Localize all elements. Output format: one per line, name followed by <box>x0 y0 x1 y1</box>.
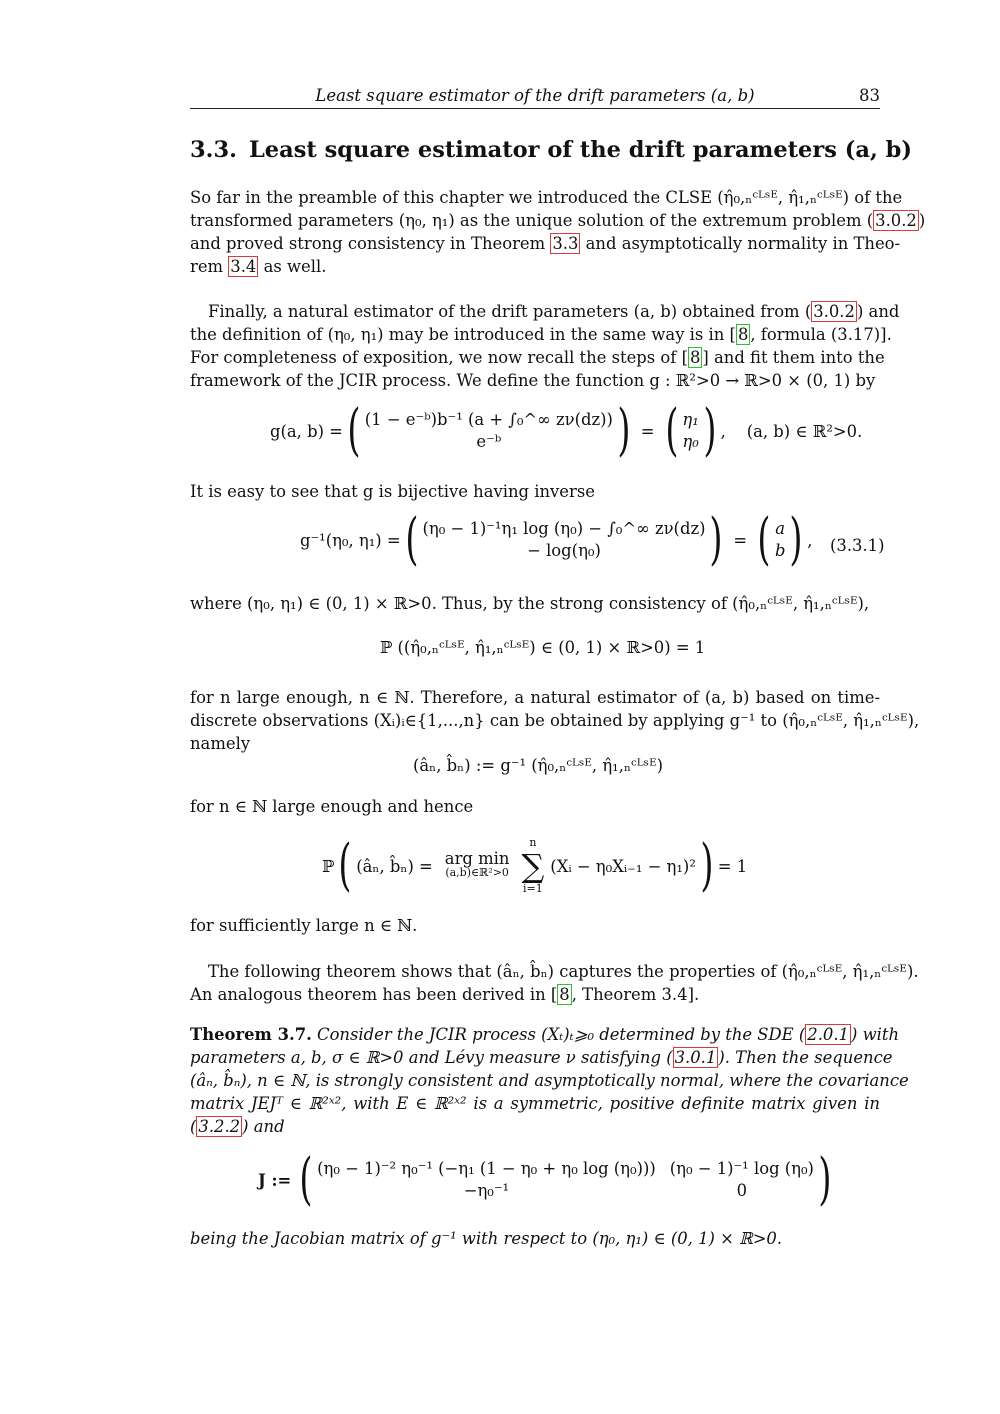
section-number: 3.3. <box>190 137 237 163</box>
paragraph-definition <box>190 300 900 392</box>
paragraph-line: transformed parameters (η₀, η₁) as the unique solution of the extremum problem ( 3.0.2 ) <box>190 211 926 230</box>
section-heading <box>190 137 912 163</box>
theorem-link[interactable]: 3.3 <box>552 234 579 253</box>
text-where: where (η₀, η₁) ∈ (0, 1) × ℝ>0. Thus, by the strong consistency of (η̂₀,ₙᶜᴸˢᴱ, η̂₁,ₙᶜᴸˢᴱ), <box>190 594 870 613</box>
paragraph-line: and proved strong consistency in Theorem 3.3 and asymptotically normality in Theo- <box>190 234 901 253</box>
citation-link[interactable]: 8 <box>559 985 570 1004</box>
equation-g-inverse: g⁻¹(η₀, η₁) = ( (η₀ − 1)⁻¹η₁ log (η₀) − ∫₀^∞ zν(dz) − log(η₀) ) = ( a b ) , <box>300 507 813 572</box>
paragraph-line: Finally, a natural estimator of the drift parameters (a, b) obtained from ( 3.0.2 ) and <box>208 302 900 321</box>
running-head <box>190 84 880 109</box>
equation-number: (3.3.1) <box>830 536 885 555</box>
equation-link[interactable]: 3.0.2 <box>875 211 917 230</box>
equation-argmin: ℙ ( (âₙ, b̂ₙ) = arg min (a,b)∈ℝ²>0 n ∑ i=1 (Xᵢ − η₀Xᵢ₋₁ − η₁)² ) = 1 <box>322 833 748 898</box>
theorem-3-7: Theorem 3.7. Consider the JCIR process (Xₜ)ₜ⩾₀ determined by the SDE ( 2.0.1 ) with parameters a, b, σ ∈ ℝ>0 and Lévy measure ν satisfying ( 3.0.1 ). Then the sequence (âₙ, b̂ₙ), n ∈ ℕ, is strongly consistent and asymptotically normal, where the covariance matrix JEJᵀ ∈ ℝ²ˣ², with E ∈ ℝ²ˣ² is a symmetric, positive definite matrix given in ( 3.2.2 ) and <box>190 1025 909 1136</box>
equation-link[interactable]: 3.0.1 <box>674 1048 717 1067</box>
text-bijective: It is easy to see that g is bijective having inverse <box>190 482 595 501</box>
theorem-heading: Theorem 3.7. <box>190 1025 312 1044</box>
equation-link[interactable]: 2.0.1 <box>807 1025 849 1044</box>
equation-g: g(a, b) = ( (1 − e⁻ᵇ)b⁻¹ (a + ∫₀^∞ zν(dz)) e⁻ᵇ ) = ( η₁ η₀ ) , (a, b) ∈ ℝ²>0. <box>270 398 863 463</box>
citation-link[interactable]: 8 <box>689 348 701 367</box>
equation-probability: ℙ ((η̂₀,ₙᶜᴸˢᴱ, η̂₁,ₙᶜᴸˢᴱ) ∈ (0, 1) × ℝ>0) = 1 <box>380 638 706 657</box>
paragraph-theorem-intro: The following theorem shows that (âₙ, b̂ₙ) captures the properties of (η̂₀,ₙᶜᴸˢᴱ, η̂₁,ₙᶜᴸˢᴱ). An analogous theorem has been derived in [ 8 , Theorem 3.4]. <box>190 962 919 1004</box>
equation-link[interactable]: 3.2.2 <box>198 1117 241 1136</box>
equation-link[interactable]: 3.0.2 <box>813 302 855 321</box>
text-jacobian: being the Jacobian matrix of g⁻¹ with respect to (η₀, η₁) ∈ (0, 1) × ℝ>0. <box>190 1229 783 1248</box>
citation-link[interactable]: 8 <box>737 325 749 344</box>
text-sufficient: for sufficiently large n ∈ ℕ. <box>190 916 418 935</box>
paragraph-line: So far in the preamble of this chapter we introduced the CLSE (η̂₀,ₙᶜᴸˢᴱ, η̂₁,ₙᶜᴸˢᴱ) of the <box>190 188 903 207</box>
running-head-title: Least square estimator of the drift parameters (a, b) <box>315 86 755 105</box>
equation-jacobian: J := ( (η₀ − 1)⁻² η₀⁻¹ (−η₁ (1 − η₀ + η₀ log (η₀))) (η₀ − 1)⁻¹ log (η₀) −η₀⁻¹ 0 ) <box>258 1147 832 1212</box>
paragraph-line: framework of the JCIR process. We define the function g : ℝ²>0 → ℝ>0 × (0, 1) by <box>190 371 876 390</box>
page-number: 83 <box>859 86 880 105</box>
text-for-n: for n ∈ ℕ large enough and hence <box>190 797 474 816</box>
paragraph-line: For completeness of exposition, we now recall the steps of [ 8 ] and fit them into the <box>190 348 885 367</box>
paragraph-intro <box>190 186 926 278</box>
equation-estimator-definition: (âₙ, b̂ₙ) := g⁻¹ (η̂₀,ₙᶜᴸˢᴱ, η̂₁,ₙᶜᴸˢᴱ) <box>413 756 664 775</box>
paragraph-line: the definition of (η₀, η₁) may be introduced in the same way is in [ 8 , formula (3.17)]. <box>190 325 892 344</box>
paragraph-line: rem 3.4 as well. <box>190 257 327 276</box>
paragraph-estimator: for n large enough, n ∈ ℕ. Therefore, a natural estimator of (a, b) based on time- discrete observations (Xᵢ)ᵢ∈{1,...,n} can be obtained by applying g⁻¹ to (η̂₀,ₙᶜᴸˢᴱ, η̂₁,ₙᶜᴸˢᴱ), namely <box>190 688 920 753</box>
section-title: Least square estimator of the drift parameters (a, b) <box>248 137 912 163</box>
theorem-link[interactable]: 3.4 <box>230 257 257 276</box>
